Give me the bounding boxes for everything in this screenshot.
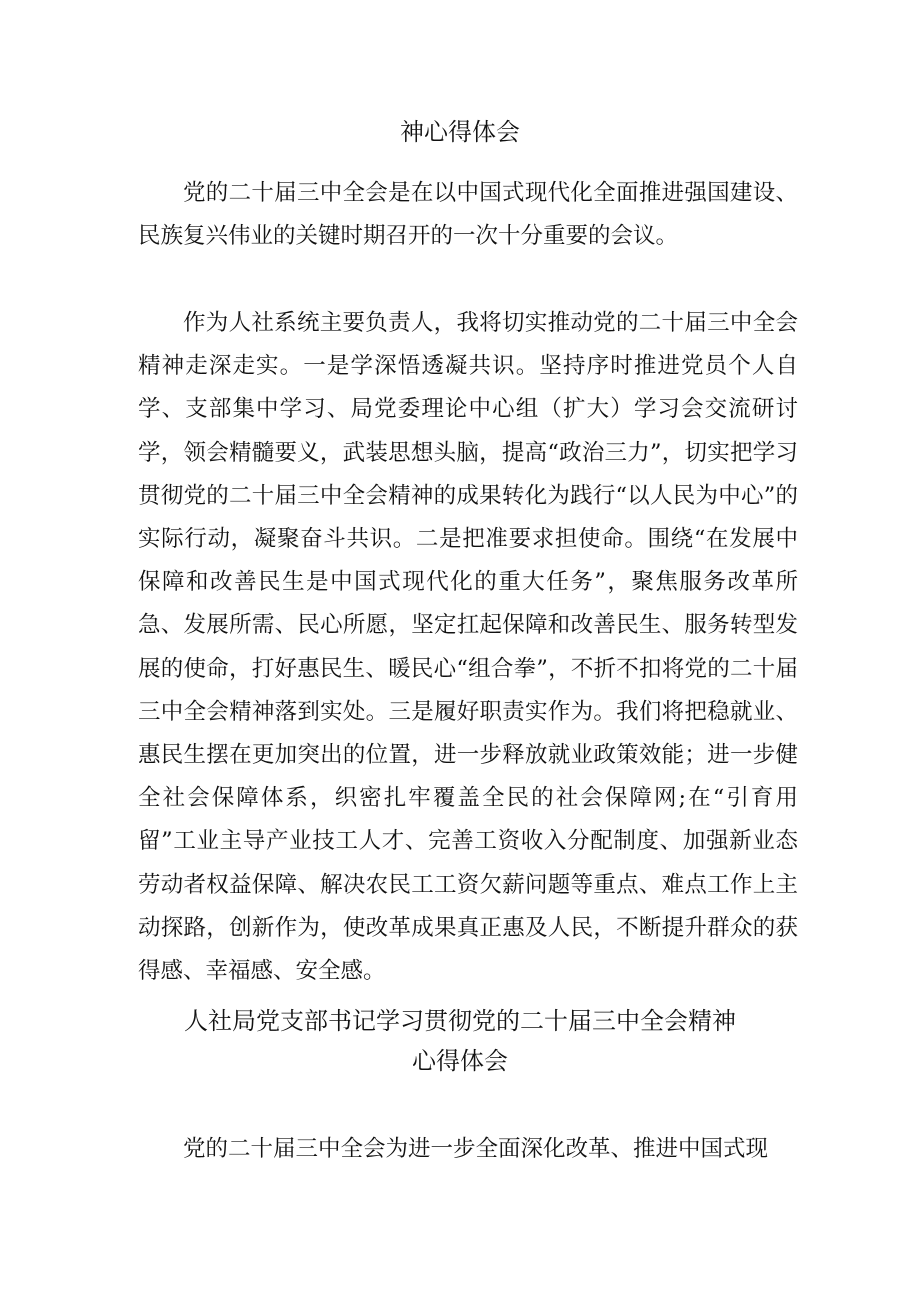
body-paragraph: 党的二十届三中全会是在以中国式现代化全面推进强国建设、民族复兴伟业的关键时期召开的一次十分重要的会议。 — [138, 180, 798, 250]
body-paragraph: 作为人社系统主要负责人，我将切实推动党的二十届三中全会精神走深走实。一是学深悟透凝共识。坚持序时推进党员个人自学、支部集中学习、局党委理论中心组（扩大）学习会交流研讨学，领会精髓要义，武装思想头脑，提高“政治三力”，切实把学习贯彻党的二十届三中全会精神的成果转化为践行“以人民为中心”的实际行动，凝聚奋斗共识。二是把准要求担使命。围绕“在发展中保障和改善民生是中国式现代化的重大任务”，聚焦服务改革所急、发展所需、民心所愿，坚定扛起保障和改善民生、服务转型发展的使命，打好惠民生、暖民心“组合拳”，不折不扣将党的二十届三中全会精神落到实处。三是履好职责实作为。我们将把稳就业、惠民生摆在更加突出的位置，进一步释放就业政策效能；进一步健全社会保障体系，织密扎牢覆盖全民的社会保障网;在“引育用留”工业主导产业技工人才、完善工资收入分配制度、加强新业态劳动者权益保障、解决农民工工资欠薪问题等重点、难点工作上主动探路，创新作为，使改革成果真正惠及人民，不断提升群众的获得感、幸福感、安全感。 — [138, 310, 798, 985]
body-paragraph: 党的二十届三中全会为进一步全面深化改革、推进中国式现 — [183, 1136, 769, 1162]
section-title-line1: 人社局党支部书记学习贯彻党的二十届三中全会精神 — [184, 1007, 736, 1035]
section-title-line2: 心得体会 — [412, 1047, 508, 1075]
section-title: 神心得体会 — [400, 118, 520, 146]
